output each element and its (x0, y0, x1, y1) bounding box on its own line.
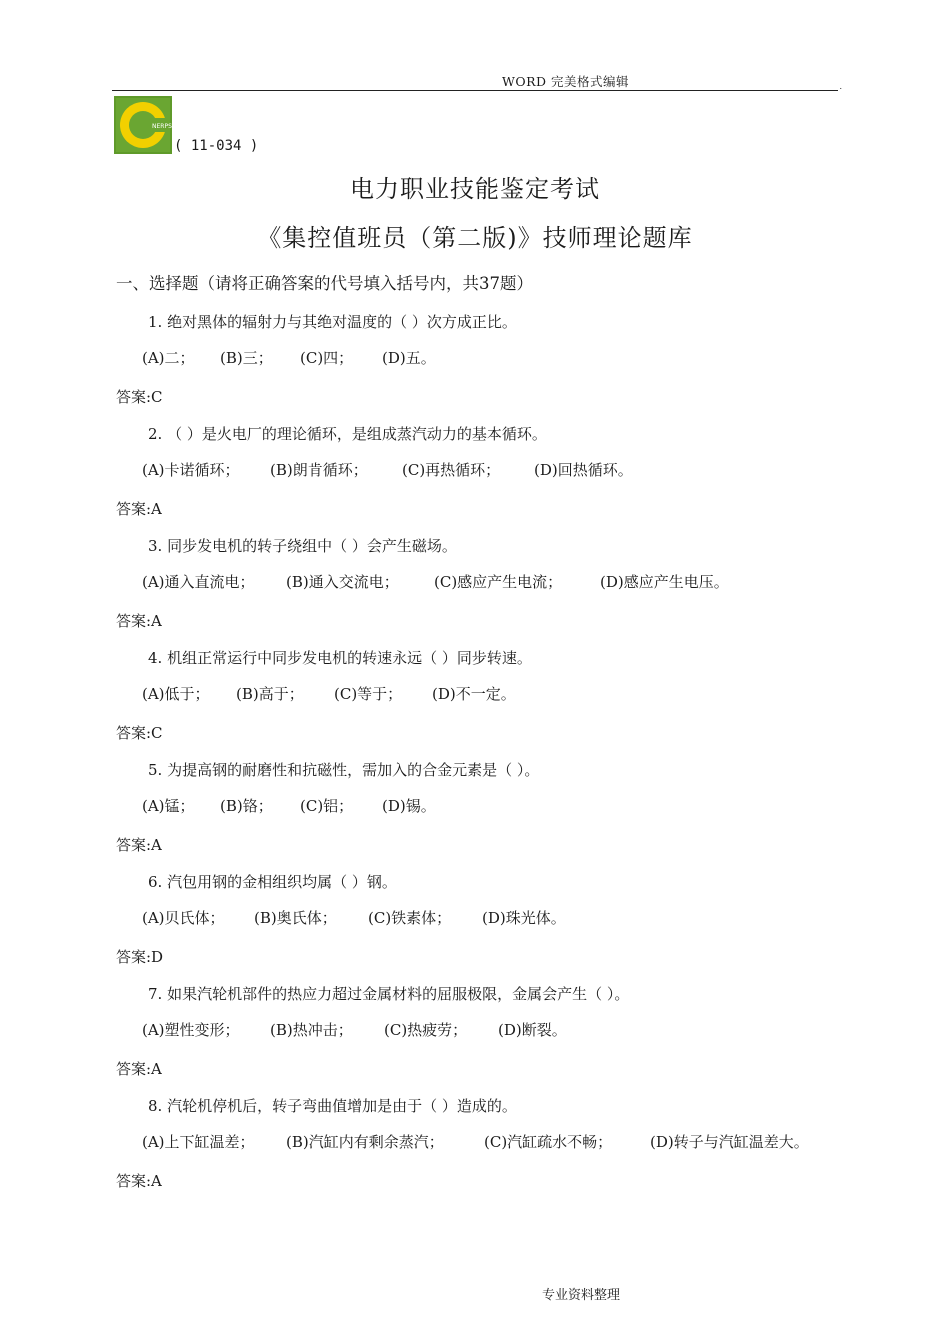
question-text: 6. 汽包用钢的金相组织均属（ ）钢。 (148, 873, 397, 891)
question-text: 1. 绝对黑体的辐射力与其绝对温度的（ ）次方成正比。 (148, 313, 517, 331)
option-d: (D)断裂。 (498, 1021, 567, 1039)
option-d: (D)珠光体。 (482, 909, 566, 927)
section-heading: 一、选择题（请将正确答案的代号填入括号内，共37题） (116, 274, 533, 293)
answer-text: 答案:A (116, 836, 162, 854)
header-dot: . (839, 82, 842, 91)
question-text: 3. 同步发电机的转子绕组中（ ）会产生磁场。 (148, 537, 457, 555)
option-b: (B)三； (220, 349, 273, 367)
question-text: 4. 机组正常运行中同步发电机的转速永远（ ）同步转速。 (148, 649, 532, 667)
option-d: (D)感应产生电压。 (600, 573, 729, 591)
answer-text: 答案:C (116, 388, 163, 406)
option-c: (C)热疲劳； (384, 1021, 468, 1039)
answer-text: 答案:D (116, 948, 164, 966)
option-a: (A)塑性变形； (142, 1021, 240, 1039)
option-a: (A)低于； (142, 685, 210, 703)
answer-text: 答案:C (116, 724, 163, 742)
question-text: 7. 如果汽轮机部件的热应力超过金属材料的屈服极限，金属会产生（ ）。 (148, 985, 630, 1003)
question-text: 5. 为提高钢的耐磨性和抗磁性，需加入的合金元素是（ ）。 (148, 761, 540, 779)
option-a: (A)锰； (142, 797, 195, 815)
option-c: (C)等于； (334, 685, 403, 703)
page-header (112, 72, 842, 91)
svg-text:NERPS: NERPS (152, 123, 172, 130)
document-code: ( 11-034 ) (174, 138, 259, 154)
option-b: (B)通入交流电； (286, 573, 399, 591)
option-c: (C)铁素体； (368, 909, 452, 927)
option-a: (A)二； (142, 349, 195, 367)
option-d: (D)不一定。 (432, 685, 516, 703)
option-b: (B)高于； (236, 685, 304, 703)
page-subtitle: 《集控值班员（第二版)》技师理论题库 (257, 224, 693, 252)
option-c: (C)铝； (300, 797, 354, 815)
option-c: (C)四； (300, 349, 354, 367)
option-d: (D)转子与汽缸温差大。 (650, 1133, 809, 1151)
option-b: (B)铬； (220, 797, 273, 815)
option-b: (B)朗肯循环； (270, 461, 368, 479)
option-c: (C)再热循环； (402, 461, 501, 479)
header-text: WORD 完美格式编辑 (502, 74, 630, 89)
answer-text: 答案:A (116, 1172, 162, 1190)
logo-image (114, 96, 172, 154)
option-d: (D)五。 (382, 349, 436, 367)
answer-text: 答案:A (116, 1060, 162, 1078)
option-d: (D)锡。 (382, 797, 436, 815)
option-a: (A)卡诺循环； (142, 461, 240, 479)
page-footer: 专业资料整理 (542, 1288, 621, 1303)
option-c: (C)感应产生电流； (434, 573, 563, 591)
option-b: (B)奥氏体； (254, 909, 337, 927)
option-b: (B)热冲击； (270, 1021, 353, 1039)
option-b: (B)汽缸内有剩余蒸汽； (286, 1133, 444, 1151)
option-d: (D)回热循环。 (534, 461, 633, 479)
answer-text: 答案:A (116, 612, 162, 630)
question-text: 8. 汽轮机停机后，转子弯曲值增加是由于（ ）造成的。 (148, 1097, 517, 1115)
option-a: (A)贝氏体； (142, 909, 225, 927)
question-text: 2. （ ）是火电厂的理论循环，是组成蒸汽动力的基本循环。 (148, 425, 547, 443)
page-title: 电力职业技能鉴定考试 (350, 175, 600, 203)
option-c: (C)汽缸疏水不畅； (484, 1133, 613, 1151)
option-a: (A)上下缸温差； (142, 1133, 255, 1151)
option-a: (A)通入直流电； (142, 573, 255, 591)
answer-text: 答案:A (116, 500, 162, 518)
